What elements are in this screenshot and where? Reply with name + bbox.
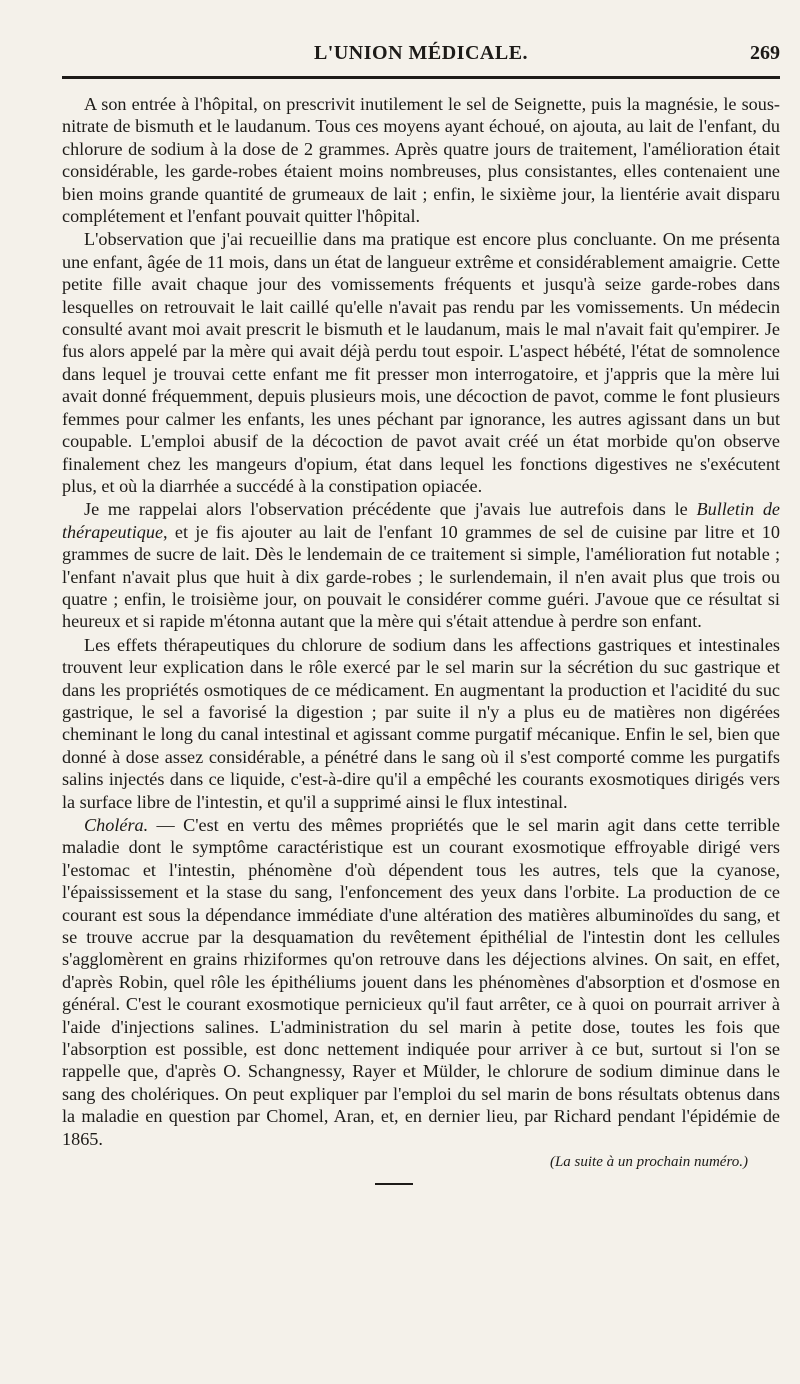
paragraph-text: Je me rappelai alors l'observation précédente que j'avais lue autrefois dans le	[84, 499, 688, 520]
paragraph-cholera	[62, 814, 780, 1150]
section-lead-cholera: Choléra.	[84, 815, 149, 835]
end-rule	[375, 1183, 413, 1185]
continuation-note: (La suite à un prochain numéro.)	[549, 1154, 748, 1171]
paragraph-bulletin-reference	[62, 498, 780, 632]
paragraph-therapeutic-effects: Les effets thérapeutiques du chlorure de sodium dans les affections gastriques et intestinales trouvent leur explication dans le rôle exercé par le sel marin sur la sécrétion du suc gastrique et dans les propriétés osmotiques de ce médicament. En augmentant la production et l'acidité du suc gastrique, le sel a favorisé la digestion ; par suite il n'y a plus eu de matières non digérées cheminant le long du canal intestinal et agissant comme purgatif mécanique. Enfin le sel, bien que donné à dose assez considérable, a pénétré dans le sang où il s'est comporté comme les purgatifs salins injectés dans ce liquide, c'est-à-dire qu'il a empêché les courants exosmotiques dirigés vers la surface libre de l'intestin, et qu'il a supprimé ainsi le flux intestinal.	[62, 634, 780, 812]
page-header	[62, 38, 780, 70]
paragraph-hospital-treatment: A son entrée à l'hôpital, on prescrivit inutilement le sel de Seignette, puis la magnésie, le sous-nitrate de bismuth et le laudanum. Tous ces moyens ayant échoué, on ajouta, au lait de l'enfant, du chlorure de sodium à la dose de 2 grammes. Après quatre jours de traitement, l'amélioration était considérable, les garde-robes étaient moins nombreuses, plus consistantes, elles contenaient une bien moins grande quantité de grumeaux de lait ; enfin, le sixième jour, la lientérie avait disparu complétement et l'enfant pouvait quitter l'hôpital.	[62, 94, 780, 227]
paragraph-observation: L'observation que j'ai recueillie dans ma pratique est encore plus concluante. On me présenta une enfant, âgée de 11 mois, dans un état de langueur extrême et considérablement amaigrie. Cette petite fille avait chaque jour des vomissements fréquents et jusqu'à seize garde-robes dans lesquelles on retrouvait le lait caillé qu'elle n'avait pas rendu par les vomissements. Un médecin consulté avant moi avait prescrit le bismuth et le laudanum, mais le mal n'avait fait qu'empirer. Je fus alors appelé par la mère qui avait déjà perdu tout espoir. L'aspect hébété, l'état de somnolence dans lequel je trouvai cette enfant me fit presser mon interrogatoire, et j'appris que la mère lui avait donné fréquemment, depuis plusieurs mois, une décoction de pavot, comme le font plusieurs femmes pour calmer les enfants, les unes péchant par ignorance, les autres agissant dans un but coupable. L'emploi abusif de la décoction de pavot avait créé un état morbide qu'on observe finalement chez les mangeurs d'opium, état dans lequel les fonctions digestives ne s'exécutent plus, et où la diarrhée a succédé à la constipation opiacée.	[62, 229, 780, 496]
running-title: L'UNION MÉDICALE.	[313, 42, 529, 64]
paragraph-text: , et je fis ajouter au lait de l'enfant 10 grammes de sel de cuisine par litre et 10 grammes de sucre de lait. Dès le lendemain de ce traitement si simple, l'amélioration fut notable ; l'enfant n'avait plus que huit à dix garde-robes ; le surlendemain, il n'en avait plus que trois ou quatre ; enfin, le troisième jour, on pouvait le considérer comme guéri. J'avoue que ce résultat si heureux et si rapide m'étonna autant que la mère qui s'était attendue à perdre son enfant.	[62, 521, 780, 632]
article-body	[62, 93, 780, 1150]
journal-title: Bulletin de thérapeutique	[62, 499, 780, 542]
paragraph-text: — C'est en vertu des mêmes propriétés que le sel marin agit dans cette terrible maladie dont le symptôme caractéristique est un courant exosmotique effroyable dirigé vers l'estomac et l'intestin, phénomène d'où dépendent tous les autres, tels que la cyanose, l'épaississement et la stase du sang, l'enfoncement des yeux dans l'orbite. La production de ce courant est sous la dépendance immédiate d'une altération des matières albuminoïdes du sang, et se trouve accrue par la desquamation du revêtement épithélial de l'intestin dont les cellules s'agglomèrent en grains rhiziformes qu'on retrouve dans les déjections alvines. On sait, en effet, d'après Robin, quel rôle les épithéliums jouent dans les phénomènes d'absorption et d'osmose en général. C'est le courant exosmotique pernicieux qu'il faut arrêter, ce à quoi on pourrait arriver à l'aide d'injections salines. L'administration du sel marin à petite dose, toutes les fois que l'absorption est possible, est donc nettement indiquée pour arriver à ce but, surtout si l'on se rappelle que, d'après O. Schangnessy, Rayer et Mülder, le chlorure de sodium diminue dans le sang des cholériques. On peut expliquer par l'emploi du sel marin de bons résultats obtenus dans la maladie en question par Chomel, Aran, et, en dernier lieu, par Richard pendant l'épidémie de 1865.	[62, 815, 780, 1149]
header-rule	[62, 76, 780, 79]
page-number: 269	[750, 42, 780, 64]
